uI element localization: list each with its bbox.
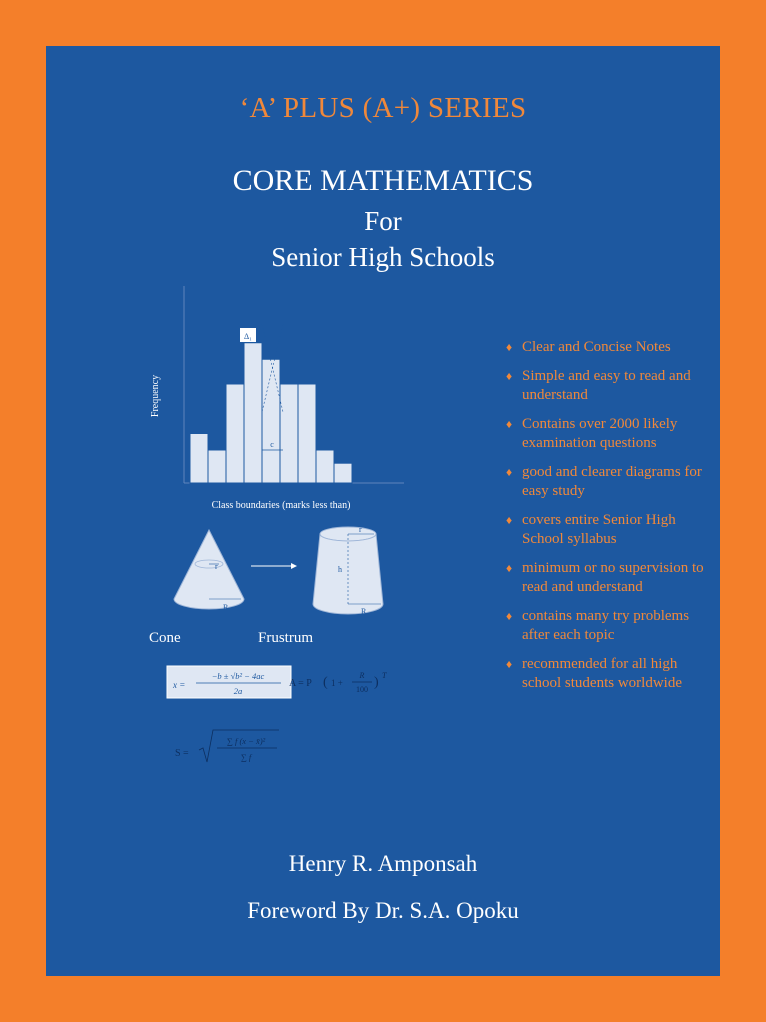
series-title: ‘A’ PLUS (A+) SERIES (239, 92, 527, 124)
frustum-label: Frustrum (258, 630, 314, 646)
solids-illustration (141, 524, 441, 654)
feature-item: ♦ covers entire Senior High School syllabus (506, 512, 676, 547)
author-name: Henry R. Amponsah (288, 851, 478, 876)
quadratic-formula (167, 666, 291, 698)
diamond-icon: ♦ (506, 417, 513, 431)
book-cover (46, 46, 720, 976)
feature-item: ♦ recommended for all high school students worldwide (506, 656, 682, 691)
diamond-icon: ♦ (506, 657, 513, 671)
cone-r-label: r (215, 562, 218, 571)
feature-item: ♦ Simple and easy to read and understand (506, 368, 691, 403)
svg-text:(: ( (323, 675, 328, 690)
diamond-icon: ♦ (506, 513, 513, 527)
compound-lhs: A = P (289, 678, 312, 689)
formulas-illustration (161, 658, 421, 778)
standard-deviation-formula (175, 730, 279, 762)
histogram-bar (334, 463, 352, 483)
histogram-ylabel: Frequency (150, 374, 161, 418)
histogram-bar (226, 384, 244, 483)
histogram-xlabel: Class boundaries (marks less than) (211, 500, 351, 511)
histogram-bar (190, 434, 208, 484)
feature-item: ♦ Contains over 2000 likely examination questions (506, 416, 678, 451)
foreword-credit: Foreword By Dr. S.A. Opoku (247, 898, 519, 923)
cone-shape (174, 530, 244, 612)
histogram-bar (208, 450, 226, 483)
diamond-icon: ♦ (506, 609, 513, 623)
compound-mid: 1 + (331, 678, 343, 688)
frustum-h-label: h (338, 565, 342, 574)
diamond-icon: ♦ (506, 465, 513, 479)
diamond-icon: ♦ (506, 369, 513, 383)
quadratic-numerator: −b ± √b² − 4ac (211, 671, 265, 681)
histogram-bar (316, 450, 334, 483)
delta-label: Δ₁ (244, 332, 252, 341)
histogram-bar (298, 384, 316, 483)
quadratic-denominator: 2a (233, 686, 243, 696)
frustum-r-label: r (359, 525, 362, 534)
histogram-bar (244, 343, 262, 483)
frustum-shape (313, 525, 383, 616)
compound-exponent: T (382, 671, 387, 680)
feature-item: ♦ contains many try problems after each topic (506, 608, 690, 643)
histogram-bar (262, 359, 280, 483)
sd-denominator: ∑ f (240, 752, 252, 762)
feature-item: ♦ minimum or no supervision to read and understand (506, 560, 704, 595)
histogram-illustration (146, 278, 416, 528)
feature-item: ♦ good and clearer diagrams for easy study (506, 464, 702, 499)
compound-interest-formula (289, 671, 387, 694)
book-subtitle-line1: For (364, 206, 402, 236)
sd-lhs: S = (175, 748, 189, 759)
feature-list (504, 338, 714, 703)
feature-item: ♦ Clear and Concise Notes (506, 339, 671, 355)
cone-label: Cone (149, 630, 181, 646)
arrow-icon (251, 563, 297, 569)
diamond-icon: ♦ (506, 340, 513, 354)
diamond-icon: ♦ (506, 561, 513, 575)
book-subtitle-line2: Senior High Schools (271, 242, 495, 272)
histogram-bar (280, 384, 298, 483)
compound-numerator: R (359, 671, 365, 680)
class-width-label: c (270, 440, 274, 449)
quadratic-lhs: x = (173, 680, 186, 690)
svg-text:): ) (374, 675, 379, 690)
frustum-R-label: R (361, 607, 367, 616)
sd-numerator: ∑ f (x − x̄)² (226, 736, 266, 746)
cone-R-label: R (223, 603, 229, 612)
book-title: CORE MATHEMATICS (232, 164, 534, 197)
compound-denominator: 100 (356, 685, 368, 694)
